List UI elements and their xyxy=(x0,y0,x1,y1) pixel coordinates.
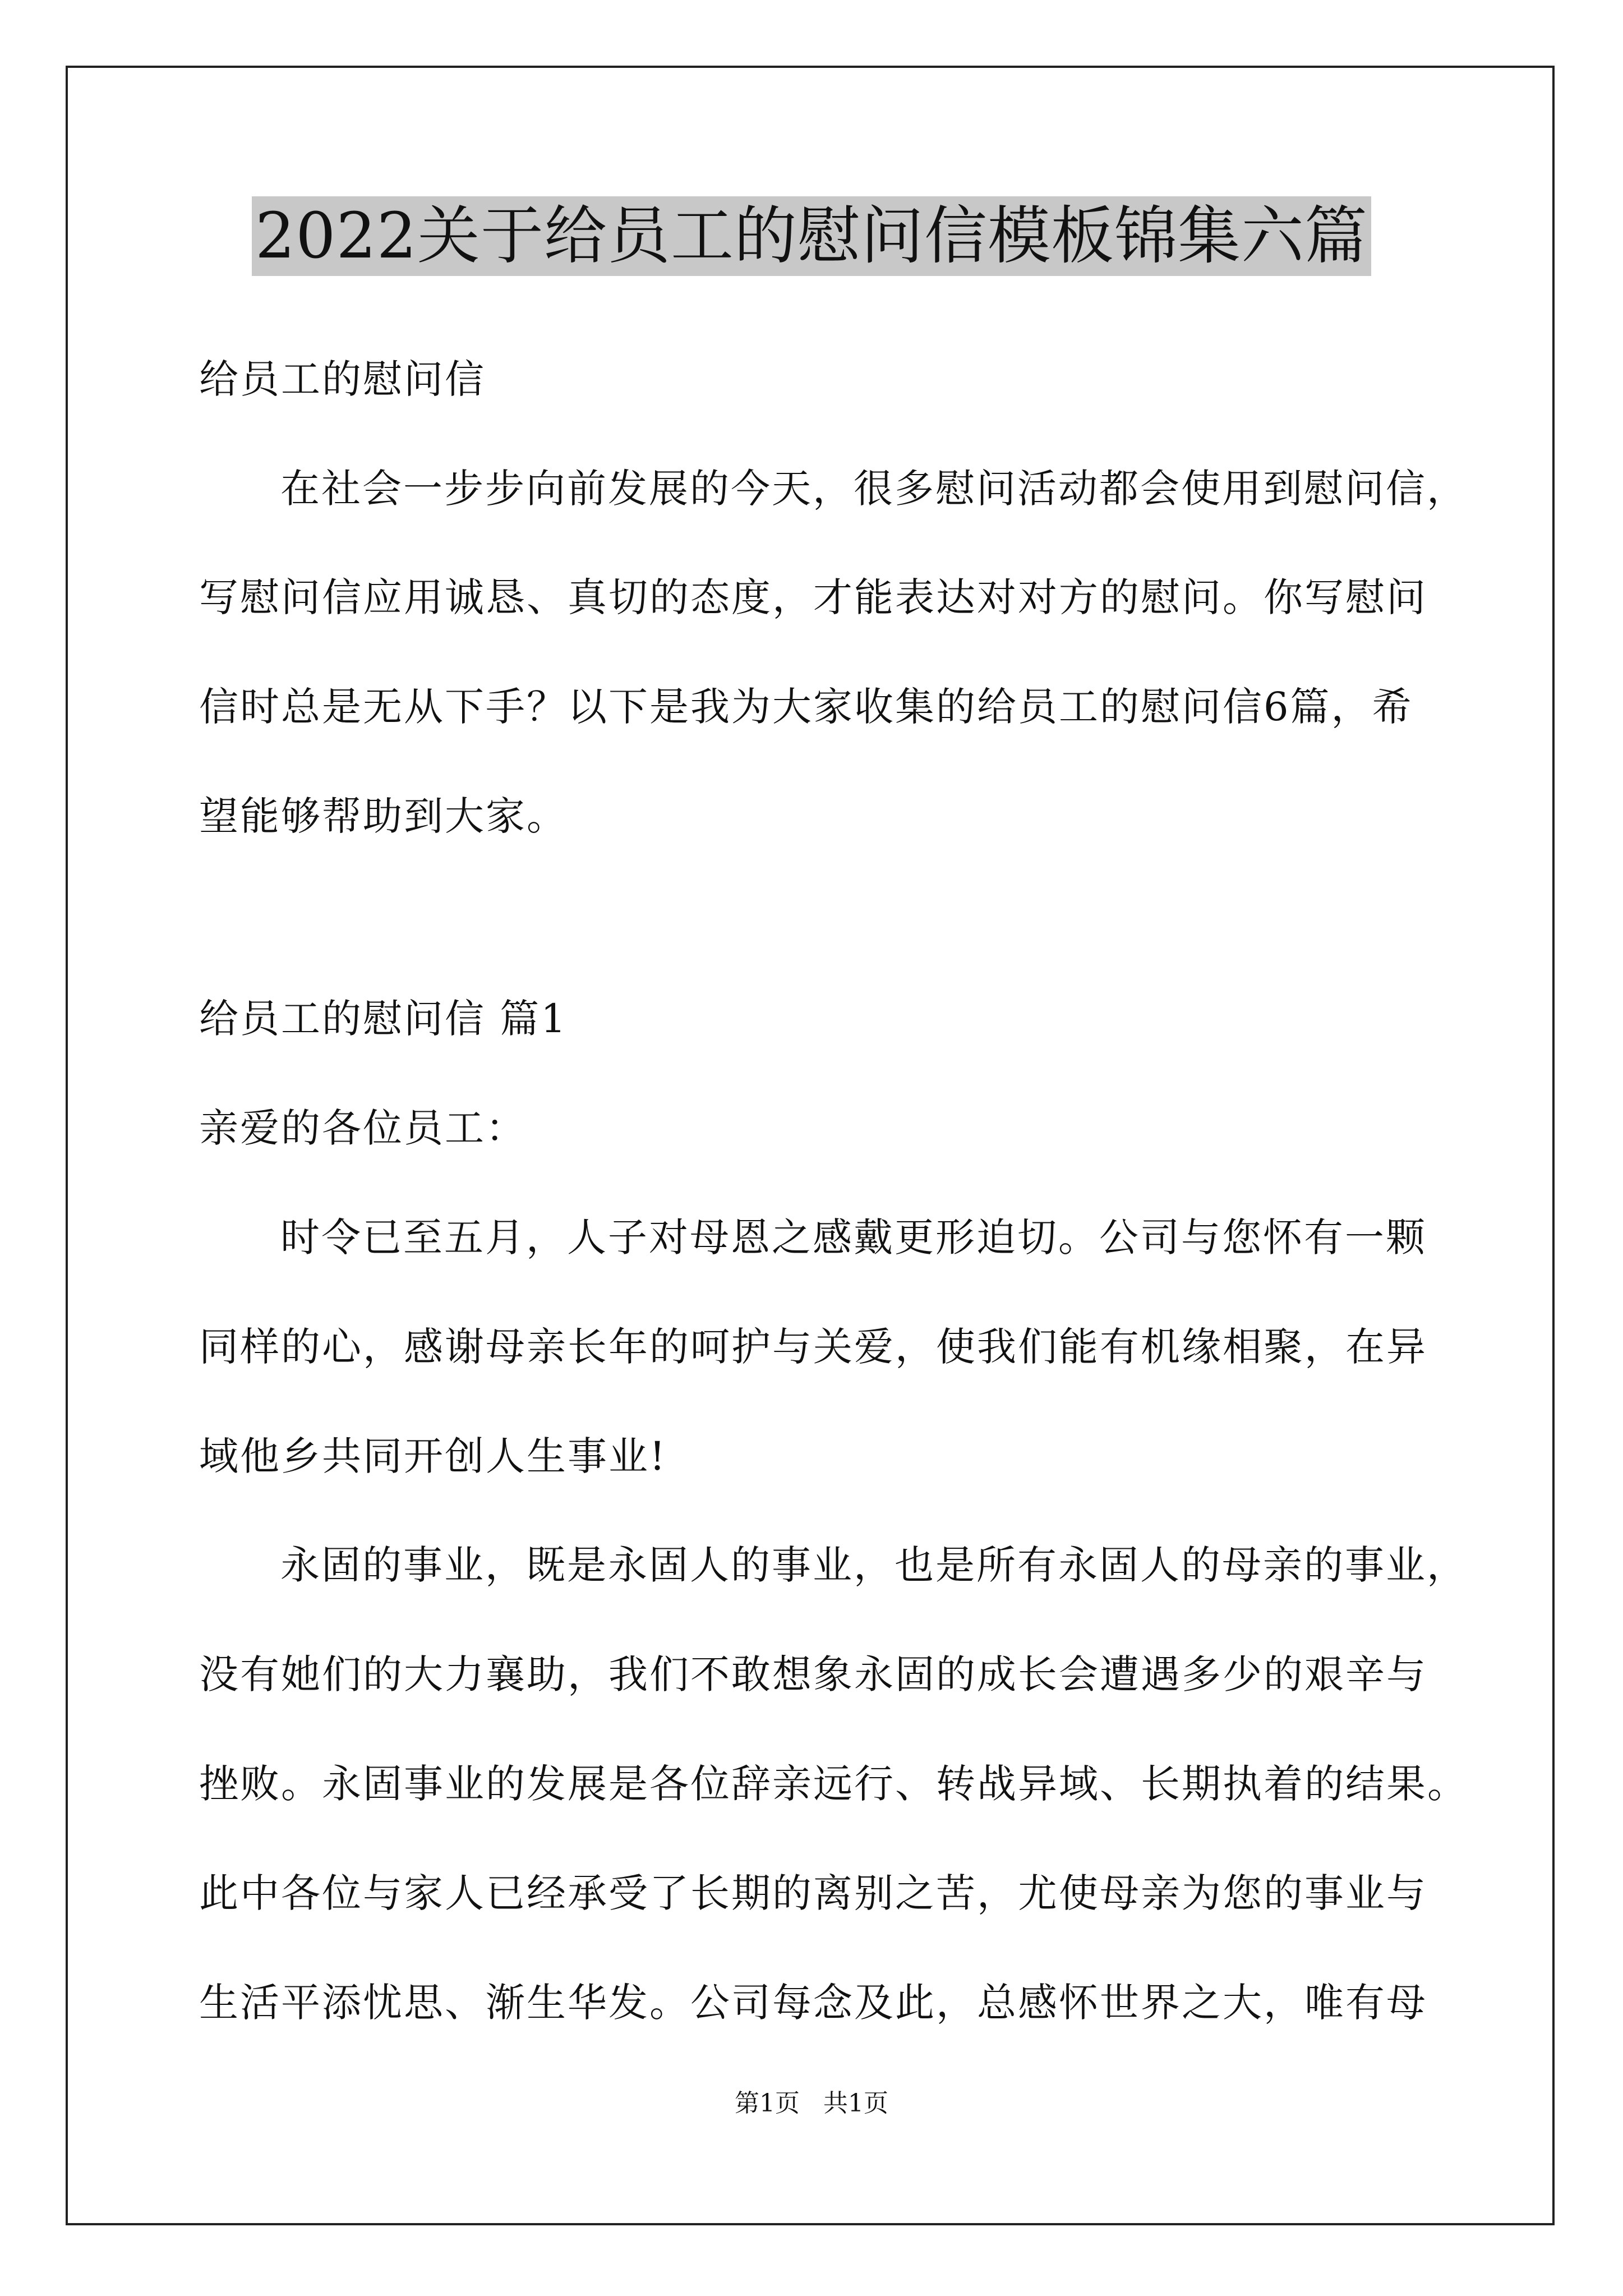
document-title: 2022关于给员工的慰问信模板锦集六篇 xyxy=(252,196,1371,276)
paragraph-line: 域他乡共同开创人生事业! xyxy=(199,1433,667,1479)
paragraph-line: 写慰问信应用诚恳、真切的态度，才能表达对对方的慰问。你写慰问 xyxy=(199,574,1427,620)
section-heading: 给员工的慰问信 xyxy=(199,356,486,402)
section-heading: 给员工的慰问信 篇1 xyxy=(199,996,568,1042)
paragraph-line: 在社会一步步向前发展的今天，很多慰问活动都会使用到慰问信， xyxy=(280,466,1468,512)
page-number-footer: 第1页 共1页 xyxy=(735,2089,888,2118)
paragraph-line: 信时总是无从下手？以下是我为大家收集的给员工的慰问信6篇，希 xyxy=(199,684,1413,730)
title-container xyxy=(0,196,1623,276)
salutation: 亲爱的各位员工： xyxy=(199,1105,527,1151)
paragraph-line: 同样的心，感谢母亲长年的呵护与关爱，使我们能有机缘相聚，在异 xyxy=(199,1324,1427,1370)
paragraph-line: 永固的事业，既是永固人的事业，也是所有永固人的母亲的事业， xyxy=(280,1542,1468,1588)
paragraph-line: 挫败。永固事业的发展是各位辞亲远行、转战异域、长期执着的结果。 xyxy=(199,1761,1468,1807)
paragraph-line: 此中各位与家人已经承受了长期的离别之苦，尤使母亲为您的事业与 xyxy=(199,1870,1427,1916)
paragraph-line: 没有她们的大力襄助，我们不敢想象永固的成长会遭遇多少的艰辛与 xyxy=(199,1651,1427,1697)
paragraph-line: 望能够帮助到大家。 xyxy=(199,793,568,839)
paragraph-line: 时令已至五月，人子对母恩之感戴更形迫切。公司与您怀有一颗 xyxy=(280,1214,1427,1260)
paragraph-line: 生活平添忧思、渐生华发。公司每念及此，总感怀世界之大，唯有母 xyxy=(199,1980,1427,2026)
